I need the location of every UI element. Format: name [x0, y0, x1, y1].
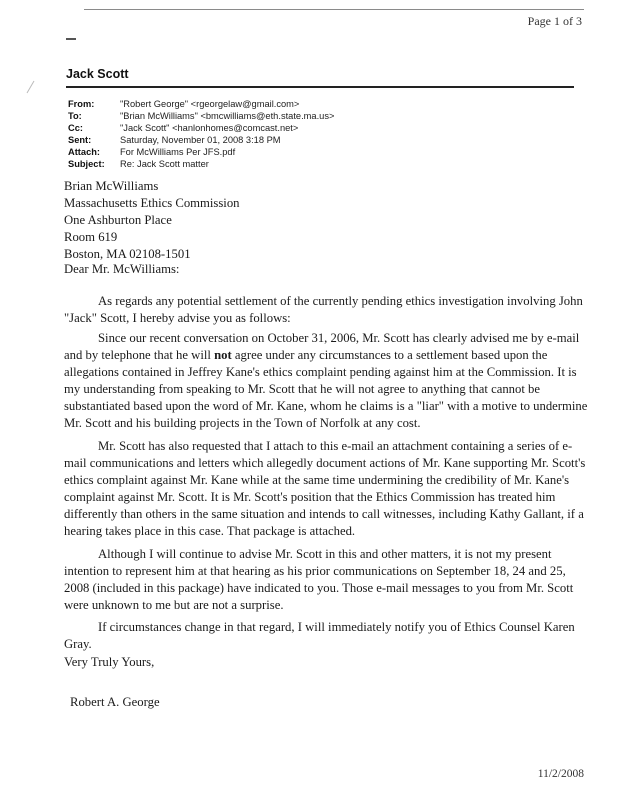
- attach-value: For McWilliams Per JFS.pdf: [120, 147, 236, 158]
- footer-date: 11/2/2008: [537, 768, 584, 780]
- cc-value: "Jack Scott" <hanlonhomes@comcast.net>: [120, 123, 299, 134]
- to-label: To:: [68, 111, 82, 122]
- paragraph-2-text: [64, 330, 592, 432]
- scan-mark-margin: [27, 81, 35, 94]
- email-headers: [68, 98, 334, 171]
- paragraph-2-part-b: agree under any circumstances to a settlement based upon the allegations contained in Jeffrey Kane's ethics complaint pending against him at the Commission. It is my understanding from speaking to Mr. Scott that he will not agree to anything that cannot be substantiated based upon the word of Mr. Kane, whom he claims is a "liar" with a motive to undermine Mr. Scott and his building projects in the Town of Norfolk at any cost.: [64, 348, 588, 430]
- paragraph-2-bold: not: [214, 348, 232, 362]
- paragraph-1-text: As regards any potential settlement of the currently pending ethics investigation involving John "Jack" Scott, I hereby advise you as follows:: [64, 294, 583, 325]
- address-line-city: Boston, MA 02108-1501: [64, 247, 191, 261]
- top-rule: [84, 9, 584, 10]
- address-line-room: Room 619: [64, 230, 118, 244]
- page-number: Page 1 of 3: [527, 14, 582, 28]
- recipient-address: [64, 178, 240, 263]
- cc-label: Cc:: [68, 123, 83, 134]
- to-value: "Brian McWilliams" <bmcwilliams@eth.state.ma.us>: [120, 111, 335, 122]
- address-line-org: Massachusetts Ethics Commission: [64, 196, 240, 210]
- from-value: "Robert George" <rgeorgelaw@gmail.com>: [120, 99, 300, 109]
- paragraph-5: [64, 619, 592, 653]
- paragraph-5-text: If circumstances change in that regard, I will immediately notify you of Ethics Counsel Karen Gray.: [64, 620, 575, 651]
- from-label: From:: [68, 99, 95, 109]
- sent-label: Sent:: [68, 135, 92, 146]
- cc-row: [68, 122, 334, 134]
- attach-row: [68, 146, 334, 158]
- from-row: [68, 98, 334, 110]
- paragraph-2: [64, 330, 592, 432]
- attach-label: Attach:: [68, 147, 101, 158]
- paragraph-4-text: Although I will continue to advise Mr. Scott in this and other matters, it is not my present intention to represent him at that hearing as his prior communications on September 18, 24 and 25, 2008 (included in this package) have indicated to you. Those e-mail messages to you from Mr. Scott were unknown to me but are not a surprise.: [64, 547, 574, 612]
- address-line-street: One Ashburton Place: [64, 213, 172, 227]
- sent-value: Saturday, November 01, 2008 3:18 PM: [120, 135, 281, 146]
- paragraph-3: [64, 438, 592, 540]
- subject-value: Re: Jack Scott matter: [120, 159, 209, 170]
- subject-row: [68, 158, 334, 170]
- signer-name: Robert A. George: [70, 695, 160, 709]
- sent-row: [68, 134, 334, 146]
- to-row: [68, 110, 334, 122]
- subject-label: Subject:: [68, 159, 105, 170]
- closing: Very Truly Yours,: [64, 655, 155, 669]
- paragraph-2-part-a: Since our recent conversation on October 31, 2006, Mr. Scott has clearly advised me by e-mail and by telephone that he will: [64, 331, 580, 362]
- paragraph-1: [64, 293, 592, 327]
- address-line-name: Brian McWilliams: [64, 179, 159, 193]
- paragraph-3-text: Mr. Scott has also requested that I attach to this e-mail an attachment containing a series of e-mail communications and letters which allegedly document actions of Mr. Kane supporting Mr. Scott's ethics complaint against Mr. Kane while at the same time undermining the credibility of Mr. Kane's complaint against Mr. Scott. It is Mr. Scott's position that the Ethics Commission has treated him differently than others in the same situation and intends to call witnesses, including Kathy Gallant, if a hearing takes place in this case. That package is attached.: [64, 439, 586, 538]
- sender-rule: [66, 86, 574, 88]
- scan-mark: [66, 38, 76, 40]
- paragraph-4: [64, 546, 592, 614]
- salutation: Dear Mr. McWilliams:: [64, 262, 180, 276]
- sender-name: Jack Scott: [66, 67, 129, 81]
